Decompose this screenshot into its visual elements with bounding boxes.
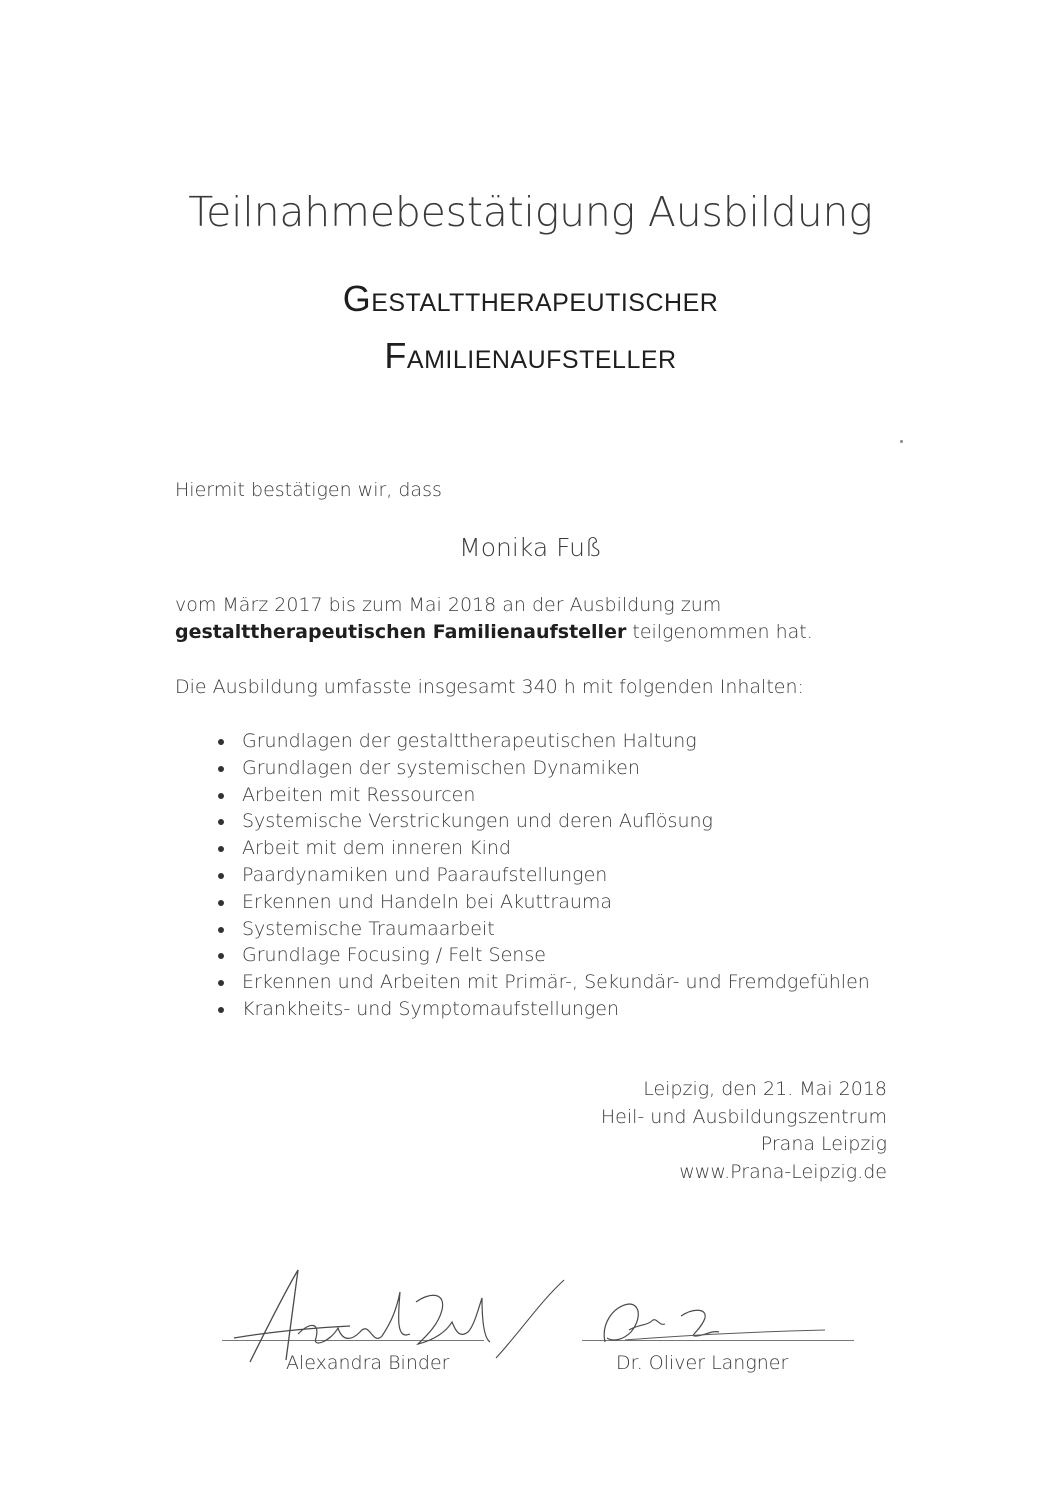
certificate-title: Teilnahmebestätigung Ausbildung — [188, 188, 873, 236]
course-sentence — [175, 621, 813, 643]
bullet-icon — [218, 980, 224, 986]
course-name-bold: gestalttherapeutischen Familienaufsteller — [175, 621, 627, 643]
list-item: Grundlagen der gestalttherapeutischen Haltung — [215, 728, 870, 755]
list-item: Paardynamiken und Paaraufstellungen — [215, 862, 870, 889]
bullet-icon — [218, 953, 224, 959]
signatory-name-1: Alexandra Binder — [286, 1352, 450, 1374]
course-title-line1: Gestalttherapeutischer — [342, 278, 719, 319]
list-item: Systemische Verstrickungen und deren Auflösung — [215, 808, 870, 835]
website: www.Prana-Leipzig.de — [679, 1160, 887, 1183]
list-item: Arbeit mit dem inneren Kind — [215, 835, 870, 862]
list-item: Arbeiten mit Ressourcen — [215, 782, 870, 809]
scan-speck — [900, 440, 903, 443]
course-title-line2: Familienaufsteller — [384, 335, 677, 376]
topic-list — [215, 728, 870, 1023]
issuer-block — [601, 1076, 887, 1186]
organization-line1: Heil- und Ausbildungszentrum — [600, 1105, 887, 1128]
bullet-icon — [218, 1007, 224, 1013]
list-item: Krankheits- und Symptomaufstellungen — [215, 996, 870, 1023]
period-text: vom März 2017 bis zum Mai 2018 an der Ausbildung zum — [175, 594, 722, 616]
list-item: Grundlage Focusing / Felt Sense — [215, 942, 870, 969]
bullet-icon — [218, 793, 224, 799]
place-date: Leipzig, den 21. Mai 2018 — [643, 1078, 887, 1100]
organization-line2: Prana Leipzig — [760, 1133, 887, 1155]
bullet-icon — [218, 766, 224, 772]
list-item: Grundlagen der systemischen Dynamiken — [215, 755, 870, 782]
completion-text: teilgenommen hat. — [632, 621, 813, 643]
list-item: Erkennen und Arbeiten mit Primär-, Sekundär- und Fremdgefühlen — [215, 969, 870, 996]
bullet-icon — [218, 846, 224, 852]
signatory-name-2: Dr. Oliver Langner — [616, 1352, 789, 1374]
bullet-icon — [218, 873, 224, 879]
bullet-icon — [218, 739, 224, 745]
hours-text: Die Ausbildung umfasste insgesamt 340 h mit folgenden Inhalten: — [175, 676, 804, 698]
bullet-icon — [218, 819, 224, 825]
list-item: Systemische Traumaarbeit — [215, 916, 870, 943]
bullet-icon — [218, 900, 224, 906]
intro-text: Hiermit bestätigen wir, dass — [175, 479, 442, 501]
participant-name: Monika Fuß — [459, 533, 602, 562]
list-item: Erkennen und Handeln bei Akuttrauma — [215, 889, 870, 916]
bullet-icon — [218, 927, 224, 933]
